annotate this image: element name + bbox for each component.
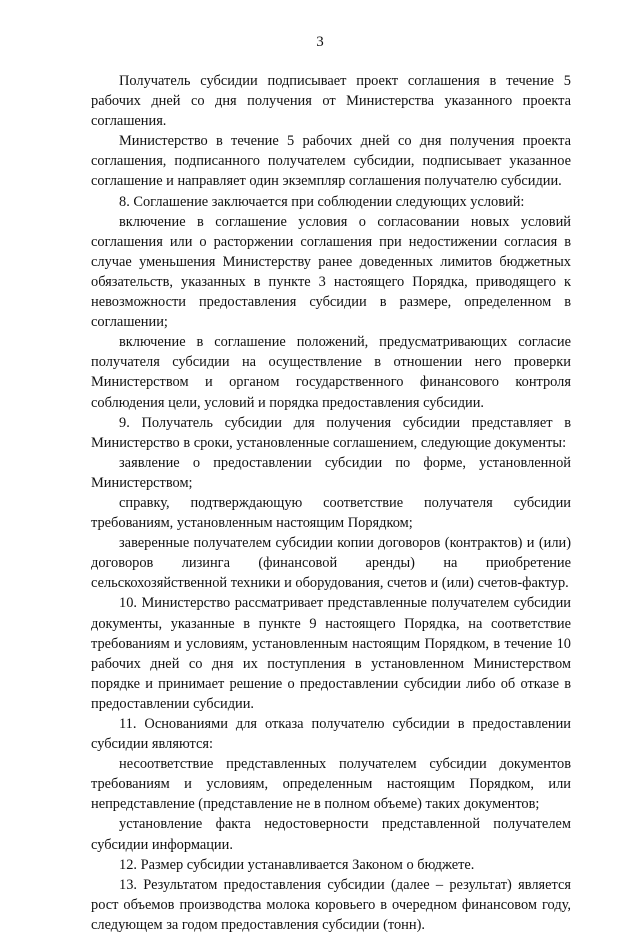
paragraph-item-11: 11. Основаниями для отказа получателю субсидии в предоставлении субсидии являются:: [91, 716, 571, 753]
page-number: 3: [316, 34, 324, 50]
paragraph-contract-copies: заверенные получателем субсидии копии договоров (контрактов) и (или) договоров лизинга (финансовой аренды) на приобретение сельскохозяйственной техники и оборудования, счетов и (или) счетов-фактур.: [91, 535, 571, 592]
paragraph-refusal-nonconformity: несоответствие представленных получателем субсидии документов требованиям и условиям, определенным настоящим Порядком, или непредставление (представление не в полном объеме) таких документов;: [91, 756, 571, 813]
document-body: [91, 71, 571, 935]
paragraph-item-8: 8. Соглашение заключается при соблюдении следующих условий:: [119, 193, 525, 210]
paragraph-condition-new-terms: включение в соглашение условия о согласовании новых условий соглашения или о расторжении соглашения при недостижении согласия в случае уменьшения Министерству ранее доведенных лимитов бюджетных обязательств, указанных в пункте 3 настоящего Порядка, приводящего к невозможности предоставления субсидии в размере, определенном в соглашении;: [91, 213, 571, 331]
paragraph-condition-inspection: включение в соглашение положений, предусматривающих согласие получателя субсидии на осуществление в отношении него проверки Министерством и органом государственного финансового контроля соблюдения цели, условий и порядка предоставления субсидии.: [91, 334, 571, 411]
paragraph-item-9: 9. Получатель субсидии для получения субсидии представляет в Министерство в сроки, установленные соглашением, следующие документы:: [91, 414, 571, 451]
paragraph-certificate: справку, подтверждающую соответствие получателя субсидии требованиям, установленным настоящим Порядком;: [91, 494, 571, 532]
paragraph-item-10: 10. Министерство рассматривает представленные получателем субсидии документы, указанные в пункте 9 настоящего Порядка, на соответствие требованиям и условиям, установленным настоящим Порядком, в течение 10 рабочих дней со дня их поступления в установленном Министерством порядке и принимает решение о предоставлении субсидии либо об отказе в предоставлении субсидии.: [91, 595, 571, 712]
paragraph-ministry-signing: Министерство в течение 5 рабочих дней со дня получения проекта соглашения, подписанного получателем субсидии, подписывает указанное соглашение и направляет один экземпляр соглашения получателю субсидии.: [91, 133, 571, 190]
paragraph-signing-deadline: Получатель субсидии подписывает проект соглашения в течение 5 рабочих дней со дня получения от Министерства указанного проекта соглашения.: [91, 73, 571, 130]
paragraph-item-13: 13. Результатом предоставления субсидии (далее – результат) является рост объемов производства молока коровьего в очередном финансовом году, следующем за годом предоставления субсидии (тонн).: [91, 876, 571, 933]
paragraph-item-12: 12. Размер субсидии устанавливается Законом о бюджете.: [119, 856, 475, 873]
paragraph-refusal-false-info: установление факта недостоверности представленной получателем субсидии информации.: [91, 816, 571, 853]
paragraph-application: заявление о предоставлении субсидии по форме, установленной Министерством;: [91, 454, 571, 491]
